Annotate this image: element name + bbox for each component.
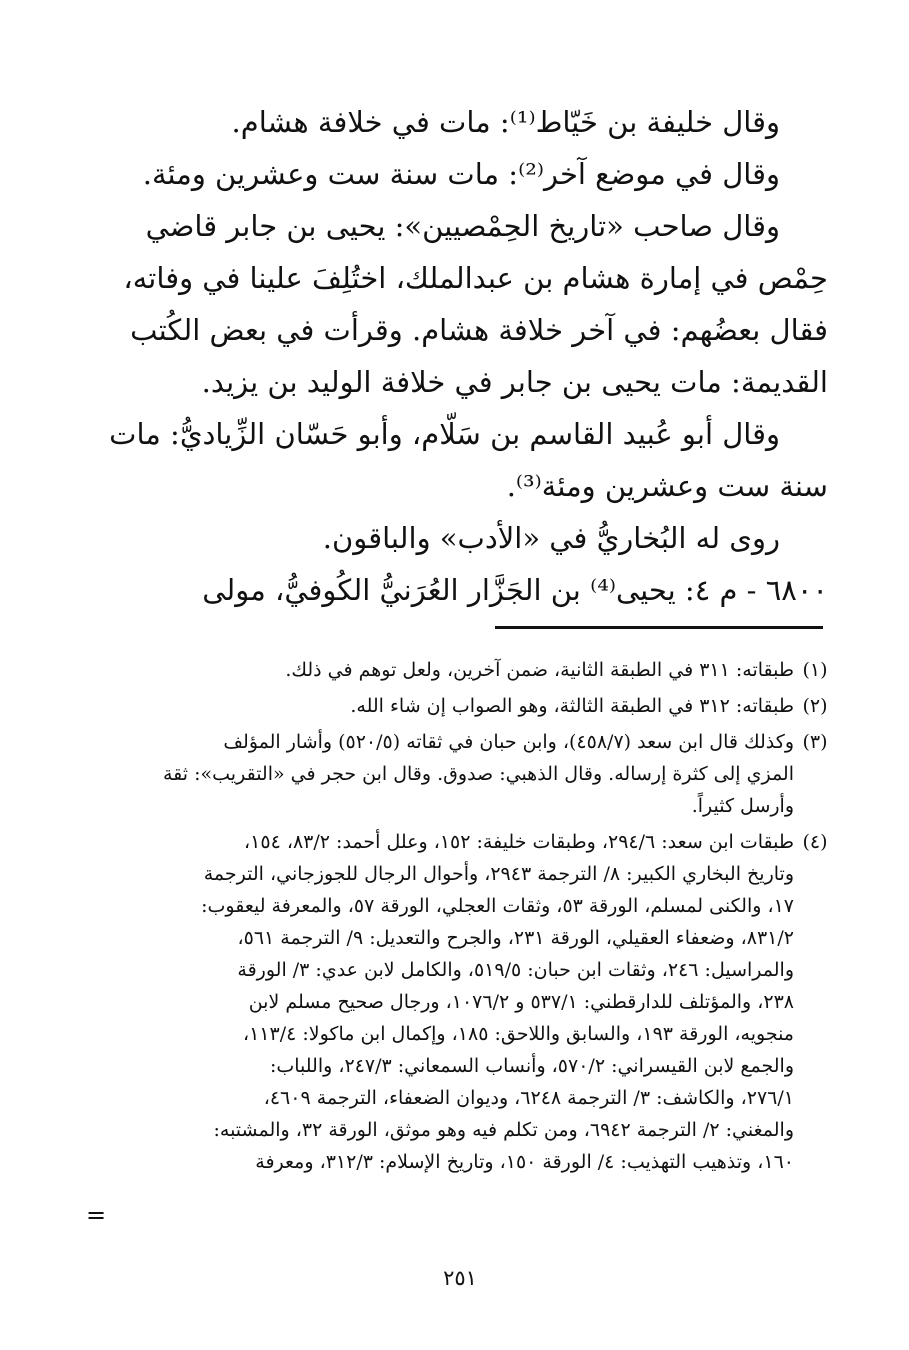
text-line: وقال أبو عُبيد القاسم بن سَلّام، وأبو حَسّان الزِّياديُّ: مات bbox=[109, 417, 780, 451]
footnote-line: ٨٣١/٢، وضعفاء العقيلي، الورقة ٢٣١، والجرح والتعديل: ٩/ الترجمة ٥٦١، bbox=[237, 927, 794, 949]
text-line: وقال صاحب «تاريخ الحِمْصيين»: يحيى بن جابر قاضي bbox=[145, 209, 780, 243]
footnote-body bbox=[118, 650, 794, 686]
footnote-line: طبقات ابن سعد: ٢٩٤/٦، وطبقات خليفة: ١٥٢، وعلل أحمد: ٨٣/٢، ١٥٤، bbox=[244, 831, 794, 853]
entry-heading-line: ٦٨٠٠ - م ٤: يحيى⁽⁴⁾ بن الجَزَّار العُرَنيُّ الكُوفيُّ، مولى bbox=[202, 573, 828, 607]
main-text bbox=[110, 96, 828, 616]
footnote-line: طبقاته: ٣١١ في الطبقة الثانية، ضمن آخرين، ولعل توهم في ذلك. bbox=[285, 659, 794, 681]
footnote-line: ١٦٠، وتذهيب التهذيب: ٤/ الورقة ١٥٠، وتاريخ الإسلام: ٣١٢/٣، ومعرفة bbox=[255, 1151, 794, 1173]
continuation-mark: = bbox=[86, 1201, 107, 1229]
footnote-4 bbox=[118, 822, 836, 1178]
footnote-line: ٢٧٦/١، والكاشف: ٣/ الترجمة ٦٢٤٨، وديوان الضعفاء، الترجمة ٤٦٠٩، bbox=[263, 1087, 794, 1109]
footnote-body bbox=[118, 686, 794, 722]
footnote-number: (١) bbox=[802, 659, 828, 681]
footnotes bbox=[118, 650, 836, 1178]
text-line: سنة ست وعشرين ومئة⁽³⁾. bbox=[506, 469, 828, 503]
footnote-line: والجمع لابن القيسراني: ٥٧٠/٢، وأنساب السمعاني: ٢٤٧/٣، واللباب: bbox=[269, 1055, 794, 1077]
footnote-1 bbox=[118, 650, 836, 686]
footnote-line: وتاريخ البخاري الكبير: ٨/ الترجمة ٢٩٤٣، وأحوال الرجال للجوزجاني، الترجمة bbox=[203, 863, 794, 885]
footnote-body bbox=[118, 722, 794, 822]
footnote-number: (٢) bbox=[802, 695, 828, 717]
footnote-line: ٢٣٨، والمؤتلف للدارقطني: ٥٣٧/١ و ١٠٧٦/٢، ورجال صحيح مسلم لابن bbox=[248, 991, 794, 1013]
footnote-line: طبقاته: ٣١٢ في الطبقة الثالثة، وهو الصواب إن شاء الله. bbox=[350, 695, 794, 717]
page-number: ٢٥١ bbox=[443, 1266, 477, 1290]
footnote-number: (٤) bbox=[802, 831, 828, 853]
text-line: وقال في موضع آخر⁽²⁾: مات سنة ست وعشرين ومئة. bbox=[142, 157, 780, 191]
text-line: حِمْص في إمارة هشام بن عبدالملك، اختُلِفَ علينا في وفاته، bbox=[123, 261, 828, 295]
footnote-line: وأرسل كثيراً. bbox=[691, 795, 794, 817]
footnote-separator bbox=[495, 626, 823, 629]
footnote-number: (٣) bbox=[802, 731, 828, 753]
footnote-line: والمغني: ٢/ الترجمة ٦٩٤٢، ومن تكلم فيه وهو موثق، الورقة ٣٢، والمشتبه: bbox=[213, 1119, 794, 1141]
footnote-line: ١٧، والكنى لمسلم، الورقة ٥٣، وثقات العجلي، الورقة ٥٧، والمعرفة ليعقوب: bbox=[201, 895, 794, 917]
footnote-line: منجويه، الورقة ١٩٣، والسابق واللاحق: ١٨٥، وإكمال ابن ماكولا: ١١٣/٤، bbox=[242, 1023, 794, 1045]
text-line: القديمة: مات يحيى بن جابر في خلافة الوليد بن يزيد. bbox=[201, 365, 828, 399]
footnote-line: والمراسيل: ٢٤٦، وثقات ابن حبان: ٥١٩/٥، والكامل لابن عدي: ٣/ الورقة bbox=[237, 959, 794, 981]
footnote-3 bbox=[118, 722, 836, 822]
footnote-line: المزي إلى كثرة إرساله. وقال الذهبي: صدوق. وقال ابن حجر في «التقريب»: ثقة bbox=[163, 763, 794, 785]
text-line: فقال بعضُهم: في آخر خلافة هشام. وقرأت في بعض الكُتب bbox=[130, 313, 828, 347]
footnote-body bbox=[118, 822, 794, 1178]
text-line: روى له البُخاريُّ في «الأدب» والباقون. bbox=[322, 521, 780, 555]
footnote-line: وكذلك قال ابن سعد (٤٥٨/٧)، وابن حبان في ثقاته (٥٢٠/٥) وأشار المؤلف bbox=[223, 731, 794, 753]
text-line: وقال خليفة بن خَيّاط⁽¹⁾: مات في خلافة هشام. bbox=[231, 105, 780, 139]
footnote-2 bbox=[118, 686, 836, 722]
